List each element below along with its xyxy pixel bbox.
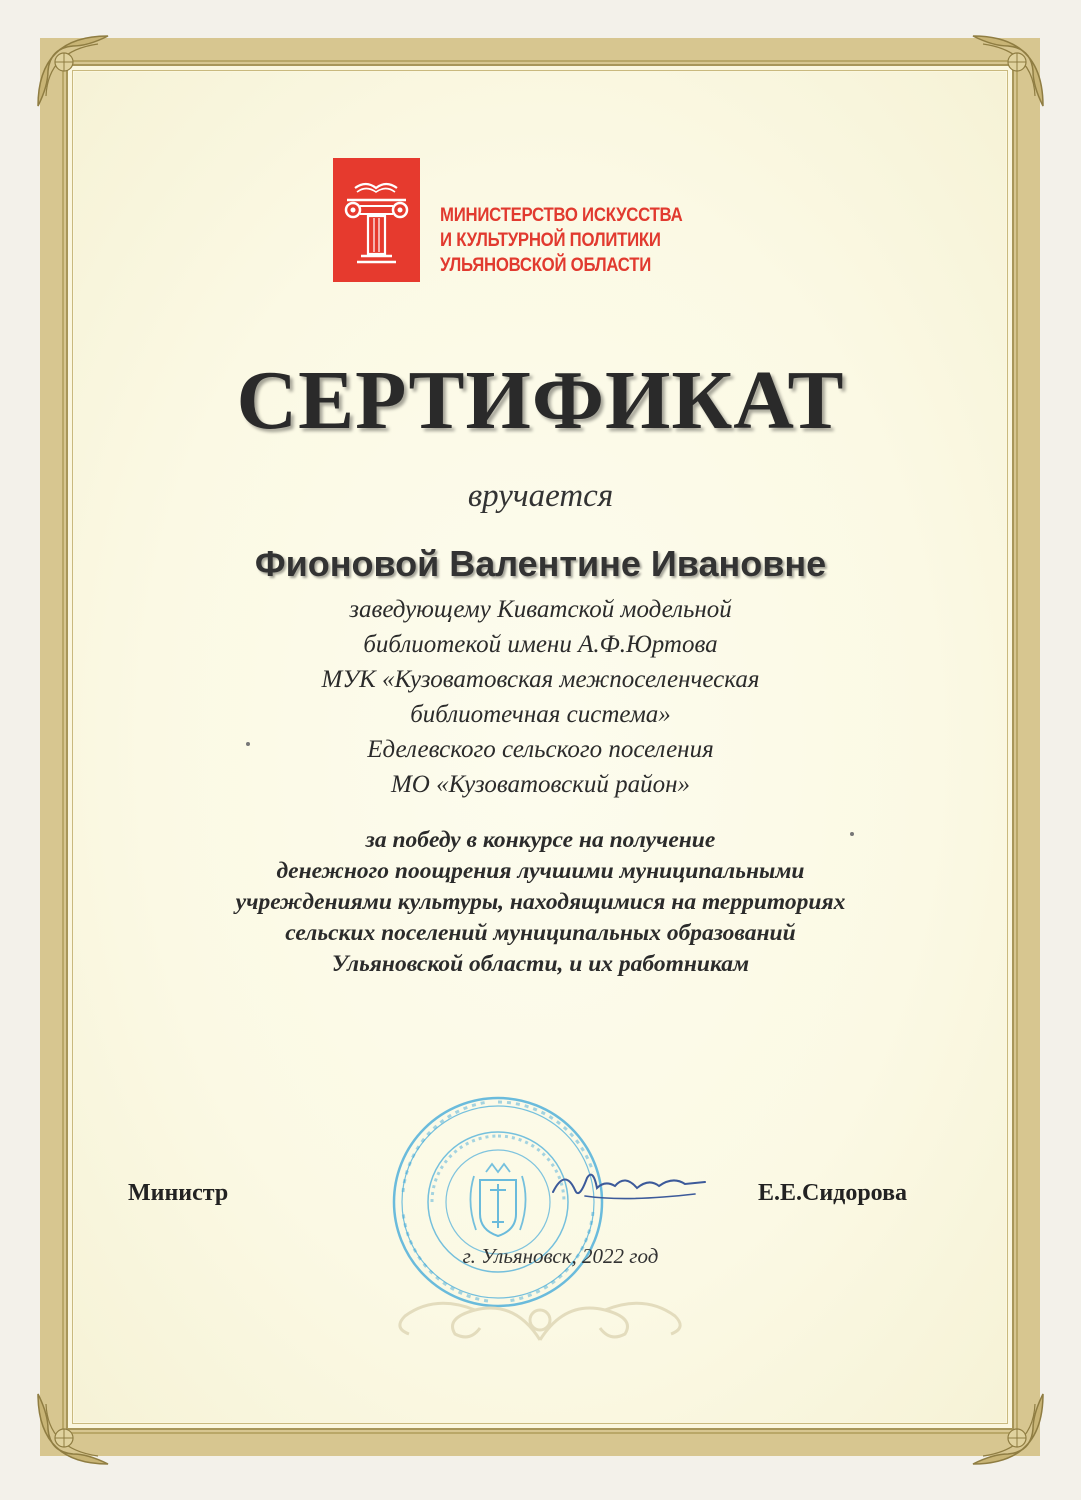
certificate-title: СЕРТИФИКАТ	[236, 354, 845, 447]
ministry-name-line: УЛЬЯНОВСКОЙ ОБЛАСТИ	[440, 254, 651, 276]
floral-ornament-icon	[375, 1290, 705, 1348]
ministry-name	[440, 203, 715, 278]
reason-line: денежного поощрения лучшими муниципальными	[276, 858, 805, 884]
recipient-position	[0, 592, 1081, 802]
position-line: библиотекой имени А.Ф.Юртова	[363, 631, 718, 658]
reason-line: учреждениями культуры, находящимися на территориях	[235, 889, 846, 915]
position-line: заведующему Киватской модельной	[349, 596, 732, 623]
awarded-label: вручается	[467, 478, 614, 514]
signatory-title: Министр	[128, 1180, 229, 1206]
signature-icon	[545, 1160, 715, 1210]
ministry-name-line: И КУЛЬТУРНОЙ ПОЛИТИКИ	[440, 229, 661, 251]
paper-speck	[850, 832, 854, 836]
award-reason	[0, 825, 1081, 980]
corner-ornament-icon	[963, 26, 1053, 116]
paper-speck	[246, 742, 250, 746]
reason-line: Ульяновской области, и их работникам	[331, 951, 750, 977]
column-book-icon	[333, 158, 420, 282]
recipient-name: Фионовой Валентине Ивановне	[254, 543, 827, 584]
corner-ornament-icon	[963, 1384, 1053, 1474]
place-and-date: г. Ульяновск, 2022 год	[462, 1244, 659, 1268]
position-line: МО «Кузоватовский район»	[390, 771, 691, 798]
signatory-name: Е.Е.Сидорова	[758, 1180, 908, 1206]
ministry-logo	[333, 158, 420, 282]
reason-line: сельских поселений муниципальных образований	[285, 920, 796, 946]
position-line: МУК «Кузоватовская межпоселенческая	[321, 666, 760, 693]
position-line: библиотечная система»	[410, 701, 671, 728]
reason-line: за победу в конкурсе на получение	[365, 827, 716, 853]
corner-ornament-icon	[28, 1384, 118, 1474]
ministry-name-line: МИНИСТЕРСТВО ИСКУССТВА	[440, 204, 683, 226]
corner-ornament-icon	[28, 26, 118, 116]
position-line: Еделевского сельского поселения	[367, 736, 714, 763]
